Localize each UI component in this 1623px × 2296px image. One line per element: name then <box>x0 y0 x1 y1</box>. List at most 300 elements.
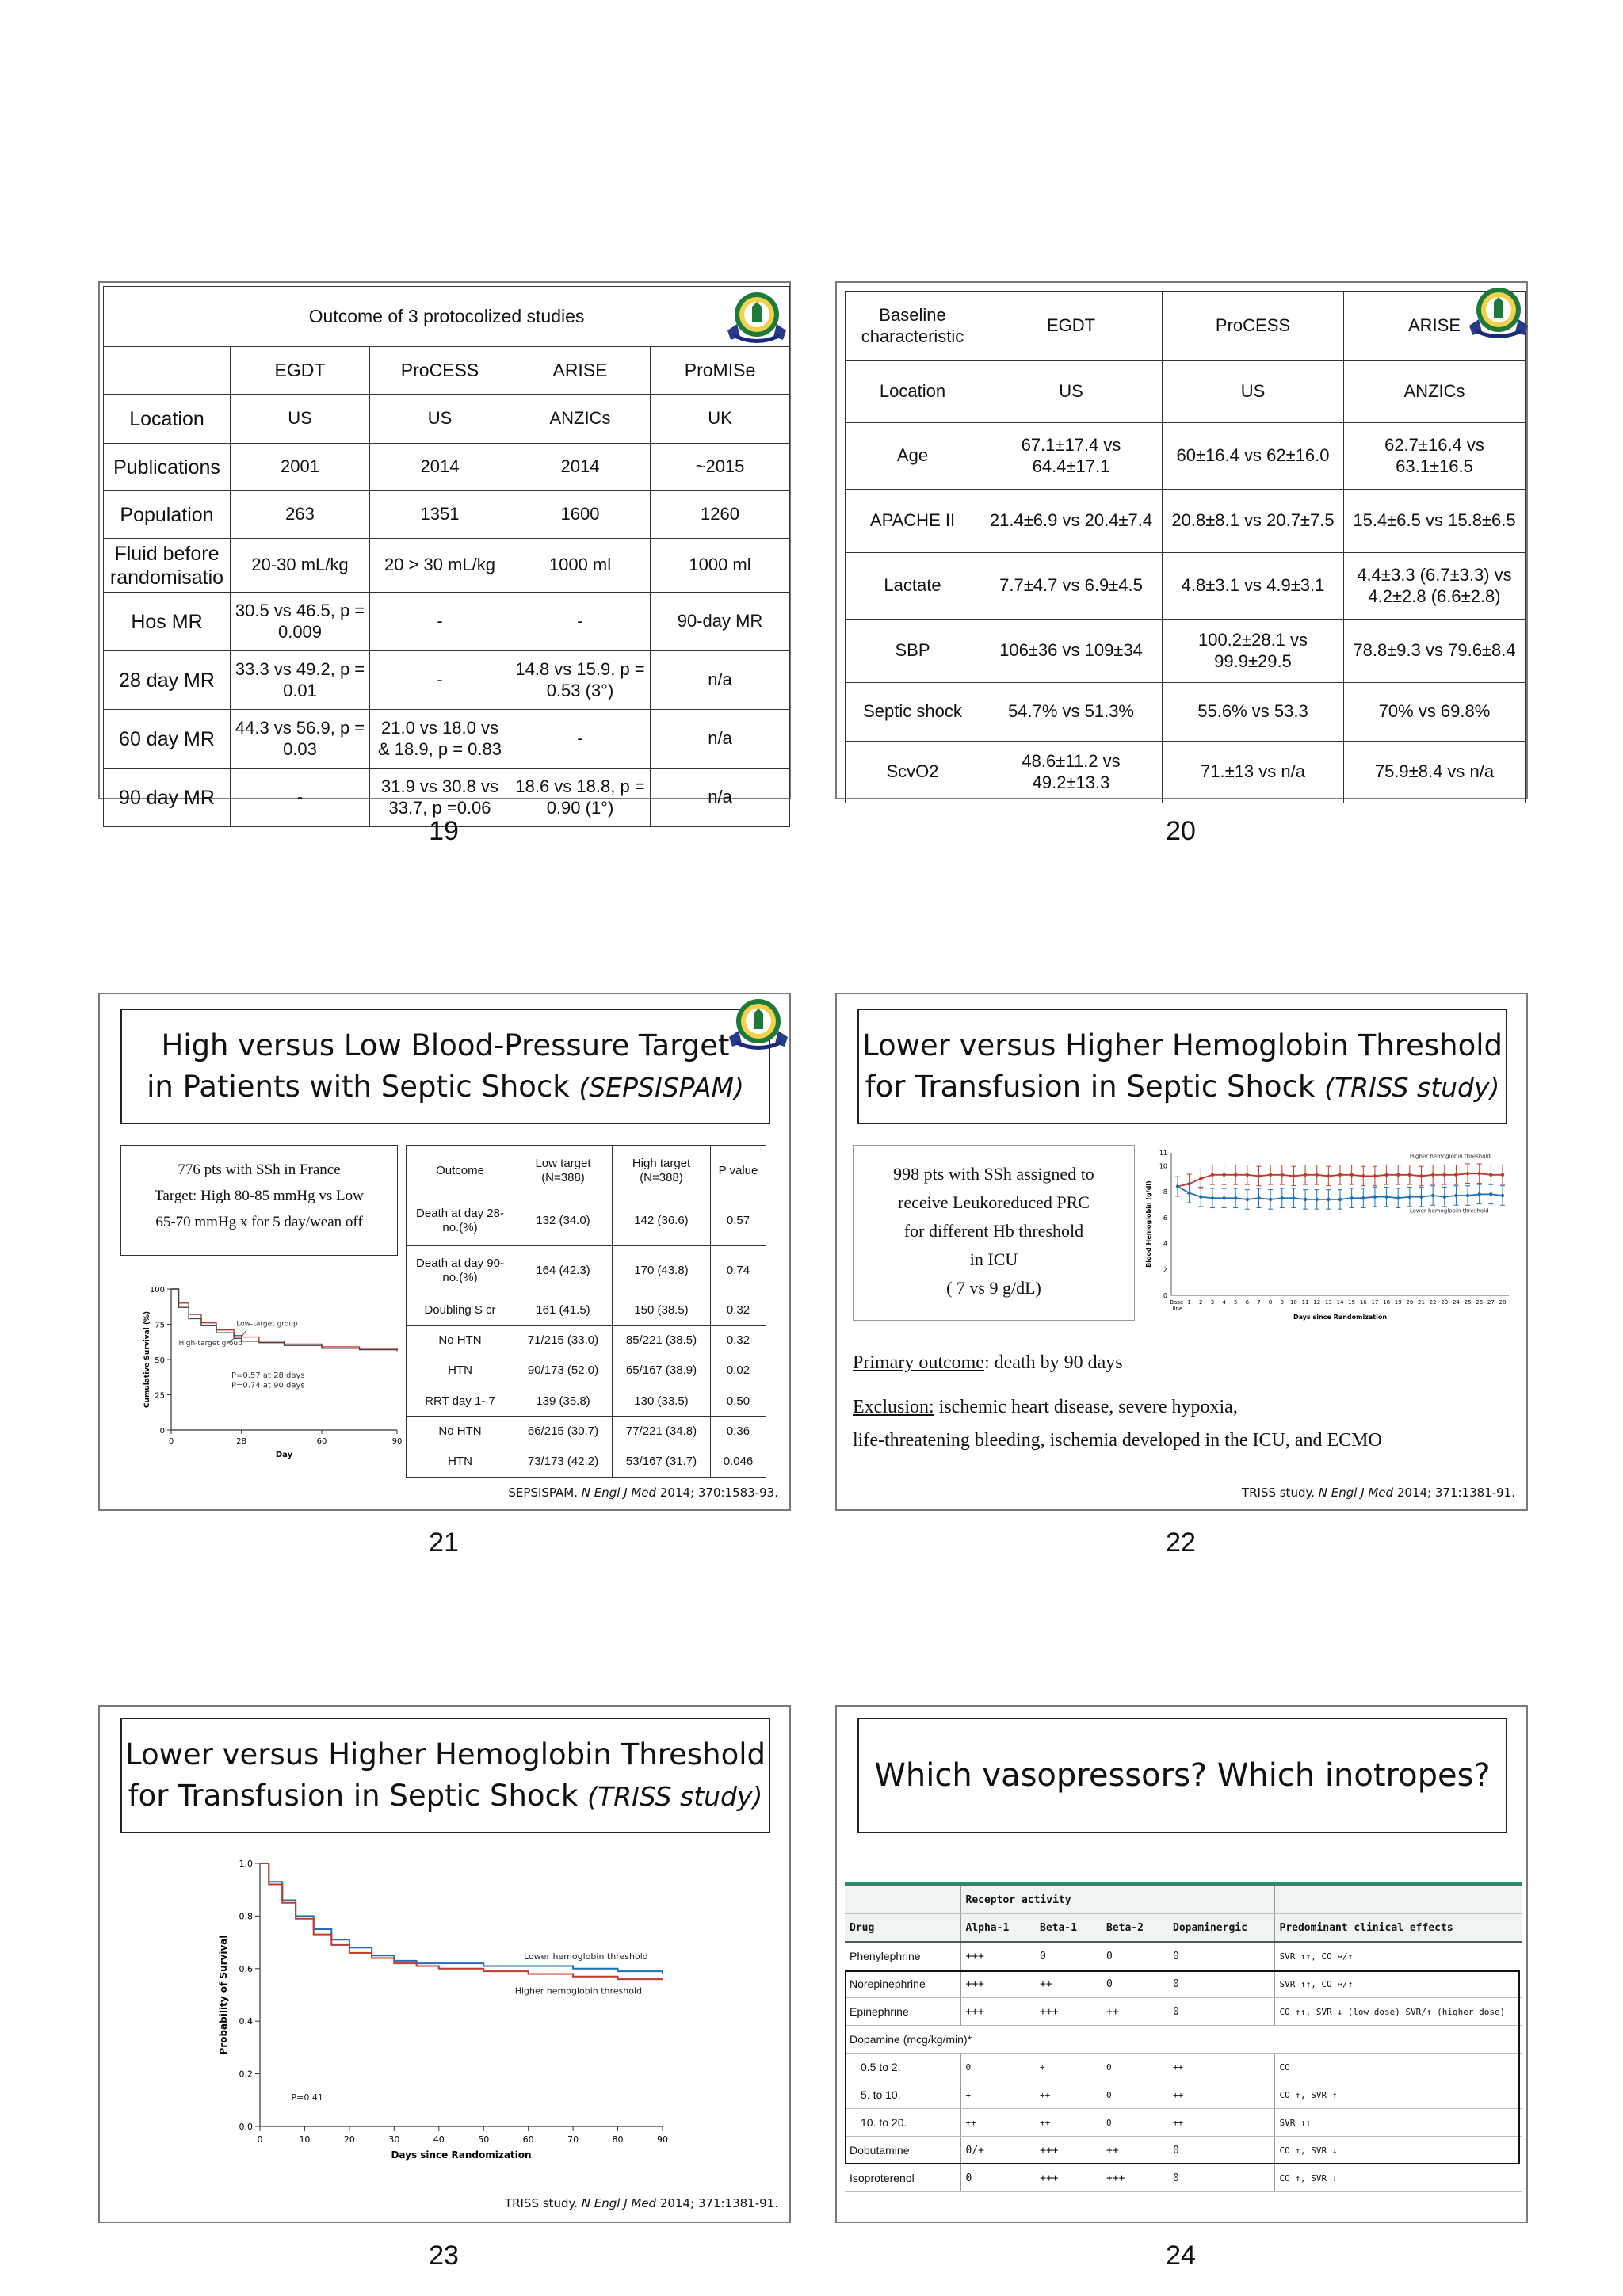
table-cell: 65/167 (38.9) <box>613 1356 711 1386</box>
table-cell: 31.9 vs 30.8 vs 33.7, p =0.06 <box>370 769 510 827</box>
table-row <box>104 444 790 491</box>
row-label: 0.5 to 2. <box>845 2054 960 2081</box>
tick-label: 14 <box>1336 1299 1344 1306</box>
tick-label: 23 <box>1441 1299 1449 1306</box>
row-label: SBP <box>846 620 980 683</box>
citation-suffix: 2014; 371:1381-91. <box>659 2196 778 2210</box>
row-label: Dobutamine <box>845 2137 960 2164</box>
table-cell: - <box>370 593 510 651</box>
legend-label: Lower hemoglobin threshold <box>1409 1207 1489 1215</box>
tick-label: 28 <box>236 1437 247 1446</box>
title-line-2 <box>859 1066 1506 1108</box>
annotation: Low-target group <box>236 1320 298 1329</box>
table-cell: 0 <box>1102 2054 1168 2081</box>
tick-label: 0 <box>168 1437 174 1446</box>
university-seal-logo <box>726 289 788 346</box>
table-row <box>407 1386 766 1417</box>
outcome-table <box>103 286 790 827</box>
title-line-1: Lower versus Higher Hemoglobin Threshold <box>124 1737 766 1772</box>
title-text: in Patients with Septic Shock <box>147 1069 570 1104</box>
table-cell: 2014 <box>370 444 510 491</box>
table-cell: 1600 <box>510 491 651 539</box>
table-cell: +++ <box>1035 2164 1102 2192</box>
primary-outcome <box>853 1352 1123 1374</box>
row-label: Norepinephrine <box>845 1970 960 1998</box>
table-row <box>407 1325 766 1356</box>
table-cell: 20 > 30 mL/kg <box>370 539 510 593</box>
header-cell: Outcome <box>407 1146 514 1196</box>
legend-label: Lower hemoglobin threshold <box>524 1951 648 1962</box>
slide-title: Which vasopressors? Which inotropes? <box>874 1757 1491 1794</box>
tick-label: 27 <box>1487 1299 1495 1306</box>
table-cell: +++ <box>1035 2137 1102 2164</box>
table-cell: ++ <box>1035 2081 1102 2109</box>
table-cell: 139 (35.8) <box>514 1386 613 1417</box>
table-row <box>845 1942 1522 1970</box>
table-cell: ++ <box>1168 2081 1274 2109</box>
table-cell: 100.2±28.1 vs 99.9±29.5 <box>1163 620 1344 683</box>
tick-label: 20 <box>343 2134 355 2145</box>
tick-label: 17 <box>1371 1299 1379 1306</box>
table-cell: 0 <box>1035 1942 1102 1970</box>
tick-label: 90 <box>657 2134 668 2145</box>
y-axis-label: Probability of Survival <box>218 1935 229 2055</box>
header-cell: Beta-2 <box>1102 1914 1168 1943</box>
tick-label: 75 <box>155 1321 165 1330</box>
tick-label: 7 <box>1257 1299 1261 1306</box>
vasopressor-table-wrap <box>845 1882 1522 2192</box>
table-cell: ANZICs <box>1344 361 1526 423</box>
page-number: 21 <box>429 1527 459 1558</box>
table-cell: 1351 <box>370 491 510 539</box>
info-line: 776 pts with SSh in France <box>178 1161 341 1178</box>
x-axis-label: Day <box>275 1451 293 1459</box>
citation <box>508 1486 778 1500</box>
header-cell: ProMISe <box>651 347 790 395</box>
title-italic: (TRISS study) <box>587 1780 763 1812</box>
header-cell: ProCESS <box>370 347 510 395</box>
tick-label: 8 <box>1268 1299 1273 1306</box>
table-cell: 73/173 (42.2) <box>514 1447 613 1477</box>
row-label: RRT day 1- 7 <box>407 1386 514 1417</box>
legend-label: Higher hemoglobin threshold <box>1409 1153 1491 1160</box>
study-info-box <box>853 1145 1135 1321</box>
table-row <box>407 1417 766 1447</box>
table-row <box>846 683 1526 742</box>
tick-label: 13 <box>1324 1299 1332 1306</box>
row-label: APACHE II <box>846 490 980 553</box>
table-row <box>845 2081 1522 2109</box>
table-row <box>846 742 1526 803</box>
row-label: Location <box>846 361 980 423</box>
header-cell: Drug <box>845 1914 960 1943</box>
annotation: P=0.41 <box>291 2092 323 2103</box>
table-cell: 75.9±8.4 vs n/a <box>1344 742 1526 803</box>
title-line-1: High versus Low Blood-Pressure Target <box>161 1028 730 1062</box>
table-cell: 21.4±6.9 vs 20.4±7.4 <box>980 490 1163 553</box>
table-cell: 106±36 vs 109±34 <box>980 620 1163 683</box>
table-cell: +++ <box>1035 1998 1102 2026</box>
table-cell: ++ <box>1168 2109 1274 2137</box>
table-row <box>846 361 1526 423</box>
table-cell: CO <box>1274 2054 1522 2081</box>
table-cell: 0 <box>1102 1942 1168 1970</box>
tick-label: 0.4 <box>239 2016 253 2027</box>
row-label: Age <box>846 423 980 490</box>
table-row <box>407 1245 766 1295</box>
table-row <box>845 2164 1522 2192</box>
table-cell: 1260 <box>651 491 790 539</box>
table-cell: SVR ↑↑, CO ↔/↑ <box>1274 1942 1522 1970</box>
info-line: 65-70 mmHg x for 5 day/wean off <box>155 1214 363 1230</box>
header-cell: ProCESS <box>1163 292 1344 361</box>
slide-22 <box>835 993 1528 1511</box>
table-row <box>407 1196 766 1245</box>
table-cell: SVR ↑↑, CO ↔/↑ <box>1274 1970 1522 1998</box>
tick-label: 18 <box>1383 1299 1391 1306</box>
page-number: 19 <box>429 816 459 846</box>
table-cell: 67.1±17.4 vs 64.4±17.1 <box>980 423 1163 490</box>
header-cell: High target (N=388) <box>613 1146 711 1196</box>
table-cell: ++ <box>960 2109 1035 2137</box>
table-cell: 0 <box>1168 2164 1274 2192</box>
baseline-table <box>845 291 1526 803</box>
slide-24 <box>835 1705 1528 2223</box>
tick-label: 3 <box>1210 1299 1215 1306</box>
tick-label: 90 <box>391 1437 403 1446</box>
citation-journal: N Engl J Med <box>581 2196 657 2210</box>
table-row <box>845 2109 1522 2137</box>
header-cell: ARISE <box>1344 292 1526 361</box>
row-label: 28 day MR <box>104 651 231 710</box>
tick-label: Base- <box>1170 1299 1186 1306</box>
tick-label: 21 <box>1418 1299 1425 1306</box>
x-axis-label: Days since Randomization <box>1293 1314 1388 1321</box>
exclusion-line-1 <box>853 1390 1382 1424</box>
table-cell: CO ↑↑, SVR ↓ (low dose) SVR/↑ (higher dose) <box>1274 1998 1522 2026</box>
table-cell: 0.02 <box>711 1356 766 1386</box>
table-cell: 0.74 <box>711 1245 766 1295</box>
header-cell: Predominant clinical effects <box>1274 1914 1522 1943</box>
tick-label: 1 <box>1187 1299 1191 1306</box>
table-row <box>845 1998 1522 2026</box>
table-cell: 142 (36.6) <box>613 1196 711 1245</box>
table-cell: 263 <box>231 491 370 539</box>
table-row <box>845 2026 1522 2054</box>
tick-label: 0 <box>1163 1292 1167 1299</box>
tick-label: 0.6 <box>239 1963 253 1974</box>
table-cell: 55.6% vs 53.3 <box>1163 683 1344 742</box>
slide-20 <box>835 281 1528 799</box>
tick-label: 9 <box>1280 1299 1285 1306</box>
tick-label: 0 <box>159 1427 165 1436</box>
table-cell: 0 <box>1102 2081 1168 2109</box>
title-text: for Transfusion in Septic Shock <box>865 1069 1316 1104</box>
table-cell: 2001 <box>231 444 370 491</box>
table-cell: 0 <box>1168 1970 1274 1998</box>
table-row <box>846 553 1526 620</box>
header-cell: EGDT <box>231 347 370 395</box>
tick-label: 25 <box>1464 1299 1472 1306</box>
table-cell: ~2015 <box>651 444 790 491</box>
info-line: in ICU <box>969 1249 1018 1269</box>
tick-label: line <box>1172 1306 1183 1312</box>
table-row <box>407 1447 766 1477</box>
study-info-box <box>120 1145 398 1256</box>
table-cell: 0 <box>1168 2137 1274 2164</box>
row-label: Location <box>104 395 231 444</box>
table-cell: 4.8±3.1 vs 4.9±3.1 <box>1163 553 1344 620</box>
table-cell: 77/221 (34.8) <box>613 1417 711 1447</box>
title-box <box>120 1718 770 1833</box>
header-cell: Baseline characteristic <box>846 292 980 361</box>
tick-label: 6 <box>1245 1299 1250 1306</box>
title-text: for Transfusion in Septic Shock <box>128 1778 579 1813</box>
table-cell: 1000 ml <box>510 539 651 593</box>
row-label: 90 day MR <box>104 769 231 827</box>
table-row <box>104 491 790 539</box>
table-cell: US <box>980 361 1163 423</box>
tick-label: 2 <box>1199 1299 1203 1306</box>
page-number: 24 <box>1166 2241 1196 2271</box>
table-row <box>104 651 790 710</box>
table-cell: 1000 ml <box>651 539 790 593</box>
citation-journal: N Engl J Med <box>581 1486 657 1500</box>
annotation: P=0.74 at 90 days <box>231 1381 305 1390</box>
group-header: Receptor activity <box>960 1886 1274 1914</box>
table-row <box>845 1970 1522 1998</box>
table-cell: 44.3 vs 56.9, p = 0.03 <box>231 710 370 769</box>
table-cell: 70% vs 69.8% <box>1344 683 1526 742</box>
title-line-2 <box>122 1066 769 1108</box>
y-axis-label: Cumulative Survival (%) <box>143 1310 151 1409</box>
table-cell: 48.6±11.2 vs 49.2±13.3 <box>980 742 1163 803</box>
row-label: HTN <box>407 1356 514 1386</box>
table-cell: 150 (38.5) <box>613 1295 711 1325</box>
citation <box>1242 1486 1515 1500</box>
table-cell: 0 <box>960 2054 1035 2081</box>
info-line: receive Leukoreduced PRC <box>898 1192 1090 1212</box>
header-cell: ARISE <box>510 347 651 395</box>
table-cell: ++ <box>1035 2109 1102 2137</box>
exclusion-text: ischemic heart disease, severe hypoxia, <box>934 1397 1238 1417</box>
info-line: for different Hb threshold <box>903 1221 1084 1241</box>
table-cell: 30.5 vs 46.5, p = 0.009 <box>231 593 370 651</box>
table-cell: 0.32 <box>711 1325 766 1356</box>
citation-suffix: 2014; 370:1583-93. <box>659 1486 778 1500</box>
row-label: No HTN <box>407 1325 514 1356</box>
tick-label: 15 <box>1348 1299 1356 1306</box>
info-line: ( 7 vs 9 g/dL) <box>946 1278 1041 1298</box>
tick-label: 16 <box>1359 1299 1367 1306</box>
table-cell: 14.8 vs 15.9, p = 0.53 (3°) <box>510 651 651 710</box>
tick-label: 60 <box>522 2134 534 2145</box>
table-cell: - <box>370 651 510 710</box>
row-label: Isoproterenol <box>845 2164 960 2192</box>
table-cell: CO ↑, SVR ↓ <box>1274 2164 1522 2192</box>
row-label: ScvO2 <box>846 742 980 803</box>
table-cell: - <box>510 710 651 769</box>
table-cell: US <box>370 395 510 444</box>
table-cell: 0 <box>1102 1970 1168 1998</box>
exclusion-label: Exclusion: <box>853 1397 934 1417</box>
header-cell: Alpha-1 <box>960 1914 1035 1943</box>
primary-outcome-label: Primary outcome <box>853 1352 984 1373</box>
tick-label: 10 <box>1289 1299 1297 1306</box>
tick-label: 0.8 <box>239 1911 253 1922</box>
header-blank <box>845 1886 960 1914</box>
row-label: Lactate <box>846 553 980 620</box>
table-cell: 53/167 (31.7) <box>613 1447 711 1477</box>
tick-label: 50 <box>478 2134 490 2145</box>
tick-label: 10 <box>299 2134 311 2145</box>
table-cell: 0 <box>960 2164 1035 2192</box>
row-label: No HTN <box>407 1417 514 1447</box>
header-cell: Dopaminergic <box>1168 1914 1274 1943</box>
exclusion-line-2: life-threatening bleeding, ischemia developed in the ICU, and ECMO <box>853 1430 1382 1451</box>
slide-21 <box>98 993 791 1511</box>
row-label: 60 day MR <box>104 710 231 769</box>
table-cell: ++ <box>1102 1998 1168 2026</box>
citation-suffix: 2014; 371:1381-91. <box>1396 1486 1515 1500</box>
table-cell: 18.6 vs 18.8, p = 0.90 (1°) <box>510 769 651 827</box>
title-box <box>857 1718 1507 1833</box>
table-cell: 54.7% vs 51.3% <box>980 683 1163 742</box>
header-blank <box>104 347 231 395</box>
info-line: Target: High 80-85 mmHg vs Low <box>155 1188 364 1204</box>
table-row <box>104 539 790 593</box>
table-cell: 0 <box>1168 1998 1274 2026</box>
tick-label: 19 <box>1394 1299 1402 1306</box>
tick-label: 4 <box>1222 1299 1226 1306</box>
citation-prefix: TRISS study. <box>1241 1486 1315 1500</box>
table-cell: + <box>960 2081 1035 2109</box>
row-label: Doubling S cr <box>407 1295 514 1325</box>
table-cell: ANZICs <box>510 395 651 444</box>
page-number: 22 <box>1166 1527 1196 1558</box>
table-cell: US <box>231 395 370 444</box>
table-cell: ++ <box>1035 1970 1102 1998</box>
table-cell: 85/221 (38.5) <box>613 1325 711 1356</box>
table-cell: +++ <box>1102 2164 1168 2192</box>
survival-chart <box>203 1849 678 2161</box>
table-cell: 7.7±4.7 vs 6.9±4.5 <box>980 553 1163 620</box>
table-row <box>846 620 1526 683</box>
tick-label: 30 <box>388 2134 400 2145</box>
title-box <box>120 1009 770 1124</box>
table-cell: +++ <box>960 1998 1035 2026</box>
x-axis-label: Days since Randomization <box>391 2149 532 2161</box>
table-cell: SVR ↑↑ <box>1274 2109 1522 2137</box>
table-row <box>407 1295 766 1325</box>
hemoglobin-chart <box>1138 1145 1518 1327</box>
table-cell: 71.±13 vs n/a <box>1163 742 1344 803</box>
title-italic: (SEPSISPAM) <box>579 1071 744 1103</box>
tick-label: 8 <box>1163 1188 1167 1196</box>
table-cell: 0.36 <box>711 1417 766 1447</box>
table-row <box>104 395 790 444</box>
table-cell: 78.8±9.3 vs 79.6±8.4 <box>1344 620 1526 683</box>
tick-label: 28 <box>1499 1299 1507 1306</box>
table-cell: 21.0 vs 18.0 vs & 18.9, p = 0.83 <box>370 710 510 769</box>
table-cell: 60±16.4 vs 62±16.0 <box>1163 423 1344 490</box>
header-cell: Beta-1 <box>1035 1914 1102 1943</box>
annotation: High-target group <box>178 1340 242 1348</box>
tick-label: 40 <box>433 2134 445 2145</box>
table-cell: + <box>1035 2054 1102 2081</box>
table-cell: 0.046 <box>711 1447 766 1477</box>
row-label: Phenylephrine <box>845 1942 960 1970</box>
tick-label: 50 <box>155 1356 165 1365</box>
table-cell: 20-30 mL/kg <box>231 539 370 593</box>
table-cell: 0/+ <box>960 2137 1035 2164</box>
tick-label: 5 <box>1233 1299 1238 1306</box>
header-cell: EGDT <box>980 292 1163 361</box>
row-label: 5. to 10. <box>845 2081 960 2109</box>
title-line-2 <box>122 1775 769 1817</box>
table-cell: 130 (33.5) <box>613 1386 711 1417</box>
table-cell: n/a <box>651 710 790 769</box>
table-cell: 33.3 vs 49.2, p = 0.01 <box>231 651 370 710</box>
tick-label: 12 <box>1313 1299 1321 1306</box>
header-cell: P value <box>711 1146 766 1196</box>
survival-chart <box>116 1272 409 1459</box>
table-cell: - <box>231 769 370 827</box>
slide-19 <box>98 281 791 818</box>
tick-label: 80 <box>612 2134 624 2145</box>
table-cell: 90/173 (52.0) <box>514 1356 613 1386</box>
tick-label: 0.0 <box>239 2122 253 2132</box>
table-cell: 132 (34.0) <box>514 1196 613 1245</box>
table-row <box>104 710 790 769</box>
table-cell: 15.4±6.5 vs 15.8±6.5 <box>1344 490 1526 553</box>
title-italic: (TRISS study) <box>1324 1071 1500 1103</box>
row-label: Fluid before randomisatio <box>104 539 231 593</box>
slide-title: Outcome of 3 protocolized studies <box>104 287 790 347</box>
table-row <box>846 423 1526 490</box>
citation <box>505 2196 778 2210</box>
tick-label: 25 <box>155 1391 165 1401</box>
table-cell: +++ <box>960 1970 1035 1998</box>
citation-prefix: SEPSISPAM. <box>508 1486 578 1500</box>
table-row <box>845 2054 1522 2081</box>
exclusion-criteria <box>853 1390 1382 1457</box>
table-cell: 0.57 <box>711 1196 766 1245</box>
table-cell: 66/215 (30.7) <box>514 1417 613 1447</box>
primary-outcome-text: : death by 90 days <box>983 1352 1123 1373</box>
row-label: Epinephrine <box>845 1998 960 2026</box>
table-cell: n/a <box>651 769 790 827</box>
table-row <box>845 2137 1522 2164</box>
vasopressor-table <box>845 1886 1522 2192</box>
annotation: P=0.57 at 28 days <box>231 1371 305 1381</box>
table-cell: - <box>510 593 651 651</box>
row-label: Population <box>104 491 231 539</box>
table-cell: 0 <box>1168 1942 1274 1970</box>
tick-label: 4 <box>1163 1240 1167 1248</box>
table-cell: ++ <box>1102 2137 1168 2164</box>
y-axis-label: Blood Hemoglobin (g/dl) <box>1145 1180 1152 1268</box>
annotation-leader <box>242 1330 246 1337</box>
sepsispam-outcome-table <box>406 1145 766 1478</box>
table-cell: 62.7±16.4 vs 63.1±16.5 <box>1344 423 1526 490</box>
tick-label: 20 <box>1406 1299 1414 1306</box>
row-label: HTN <box>407 1447 514 1477</box>
table-cell: +++ <box>960 1942 1035 1970</box>
table-cell: 0.50 <box>711 1386 766 1417</box>
header-cell: Low target (N=388) <box>514 1146 613 1196</box>
page-number: 20 <box>1166 816 1196 846</box>
